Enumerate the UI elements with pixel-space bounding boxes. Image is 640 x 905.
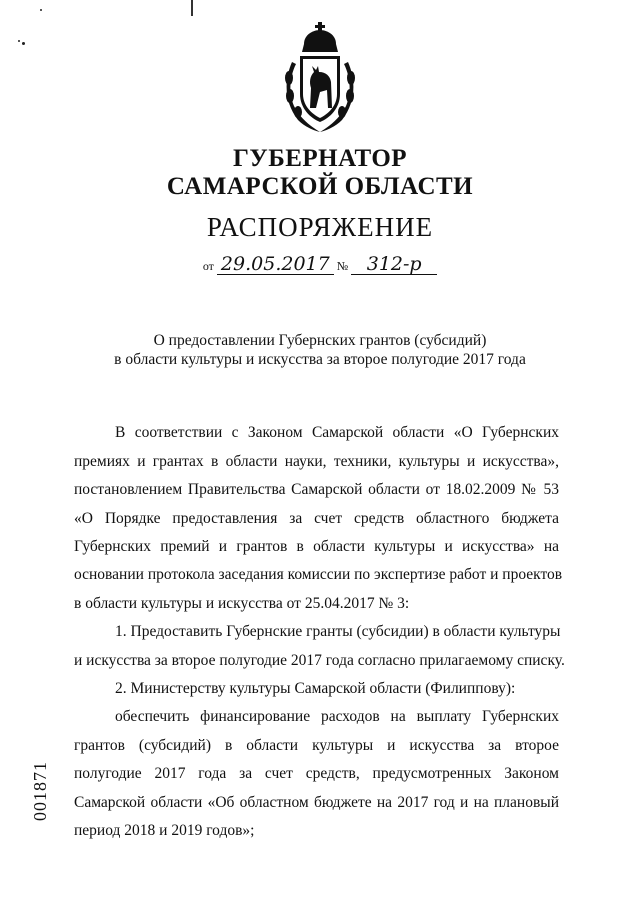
margin-registration-stamp: 001871 — [30, 761, 50, 821]
body-text-line: премиях и грантах в области науки, техники, культуры и искусства», — [74, 453, 559, 470]
scan-speck — [18, 40, 20, 42]
scan-speck — [40, 9, 42, 11]
coat-of-arms-emblem — [280, 22, 360, 134]
authority-region: САМАРСКОЙ ОБЛАСТИ — [166, 173, 474, 200]
body-text-line: грантов (субсидий) в области культуры и искусства за второе — [74, 737, 559, 754]
body-text-line: полугодие 2017 года за счет средств, предусмотренных Законом — [74, 765, 559, 782]
body-text-line: и искусства за второе полугодие 2017 года согласно прилагаемому списку. — [74, 652, 565, 669]
body-text-line: обеспечить финансирование расходов на выплату Губернских — [115, 708, 559, 725]
authority-title: ГУБЕРНАТОР — [232, 145, 408, 172]
subject-line: О предоставлении Губернских грантов (субсидий) — [153, 332, 487, 349]
body-text-line: Губернских премий и грантов в области культуры и искусства» на — [74, 538, 559, 555]
handwritten-date: 29.05.2017 — [217, 254, 334, 275]
body-text-line: постановлением Правительства Самарской области от 18.02.2009 № 53 — [74, 481, 559, 498]
body-text-line: 1. Предоставить Губернские гранты (субсидии) в области культуры — [115, 623, 561, 640]
date-label: от — [202, 259, 214, 273]
body-text-line: «О Порядке предоставления за счет средств областного бюджета — [74, 510, 559, 527]
body-text-line: в области культуры и искусства от 25.04.2017 № 3: — [74, 595, 410, 612]
document-type: РАСПОРЯЖЕНИЕ — [206, 212, 434, 242]
body-text-line: В соответствии с Законом Самарской области «О Губернских — [115, 424, 559, 441]
body-text-line: 2. Министерству культуры Самарской области (Филиппову): — [115, 680, 516, 697]
scan-speck — [22, 42, 25, 45]
handwritten-number: 312-р — [351, 254, 437, 275]
body-text-line: период 2018 и 2019 годов»; — [74, 822, 255, 839]
scan-mark — [191, 0, 193, 16]
body-text-line: Самарской области «Об областном бюджете на 2017 год и на плановый — [74, 794, 559, 811]
number-label: № — [336, 259, 349, 273]
registration-line — [0, 254, 640, 275]
subject-line: в области культуры и искусства за второе полугодие 2017 года — [114, 351, 526, 368]
body-text-line: основании протокола заседания комиссии по экспертизе работ и проектов — [74, 566, 563, 583]
